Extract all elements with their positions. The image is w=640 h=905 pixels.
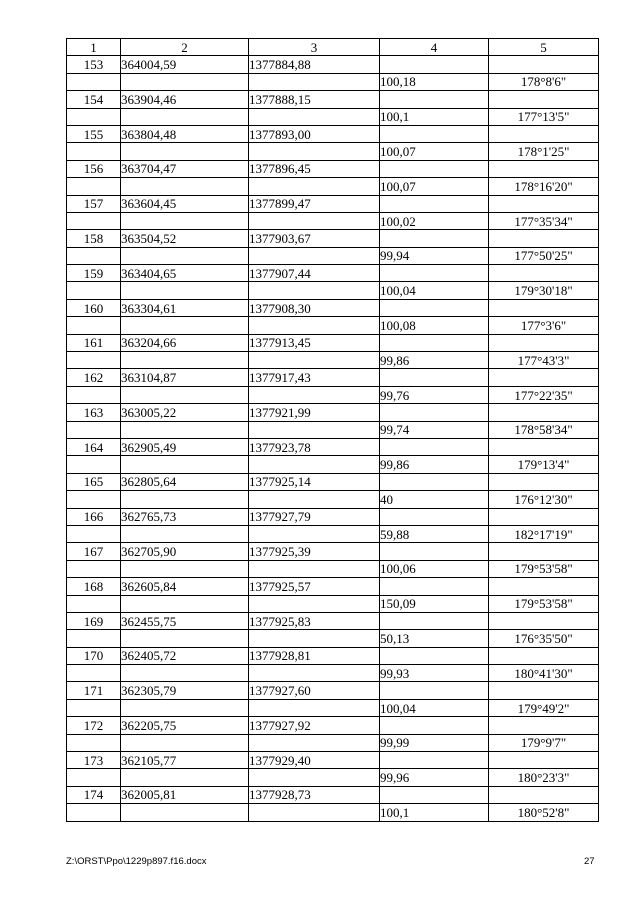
empty-cell bbox=[249, 665, 380, 682]
empty-cell bbox=[380, 299, 489, 316]
empty-cell bbox=[121, 456, 249, 473]
empty-cell bbox=[380, 125, 489, 142]
empty-cell bbox=[489, 125, 599, 142]
segment-row bbox=[67, 595, 599, 612]
x-coordinate: 364004,59 bbox=[121, 56, 249, 73]
turn-angle: 178°16'20" bbox=[489, 178, 599, 195]
segment-length: 100,1 bbox=[380, 804, 489, 821]
y-coordinate: 1377928,73 bbox=[249, 786, 380, 803]
header-cell-1: 1 bbox=[67, 39, 121, 56]
point-row bbox=[67, 786, 599, 803]
segment-length: 99,86 bbox=[380, 456, 489, 473]
point-row bbox=[67, 230, 599, 247]
turn-angle: 179°53'58" bbox=[489, 595, 599, 612]
point-row bbox=[67, 91, 599, 108]
point-row bbox=[67, 299, 599, 316]
empty-cell bbox=[249, 421, 380, 438]
turn-angle: 178°1'25" bbox=[489, 143, 599, 160]
empty-cell bbox=[249, 804, 380, 821]
footer-page-number: 27 bbox=[584, 856, 595, 867]
x-coordinate: 362805,64 bbox=[121, 473, 249, 490]
empty-cell bbox=[380, 334, 489, 351]
empty-cell bbox=[121, 804, 249, 821]
coordinates-table bbox=[66, 38, 599, 822]
point-number: 158 bbox=[67, 230, 121, 247]
empty-cell bbox=[249, 108, 380, 125]
point-number: 171 bbox=[67, 682, 121, 699]
empty-cell bbox=[121, 525, 249, 542]
point-row bbox=[67, 369, 599, 386]
empty-cell bbox=[380, 647, 489, 664]
x-coordinate: 363604,45 bbox=[121, 195, 249, 212]
segment-row bbox=[67, 352, 599, 369]
empty-cell bbox=[67, 699, 121, 716]
segment-row bbox=[67, 560, 599, 577]
point-row bbox=[67, 543, 599, 560]
segment-row bbox=[67, 630, 599, 647]
point-row bbox=[67, 717, 599, 734]
y-coordinate: 1377928,81 bbox=[249, 647, 380, 664]
y-coordinate: 1377925,14 bbox=[249, 473, 380, 490]
empty-cell bbox=[121, 212, 249, 229]
segment-row bbox=[67, 804, 599, 821]
x-coordinate: 362205,75 bbox=[121, 717, 249, 734]
empty-cell bbox=[121, 630, 249, 647]
x-coordinate: 363204,66 bbox=[121, 334, 249, 351]
turn-angle: 177°35'34" bbox=[489, 212, 599, 229]
point-number: 167 bbox=[67, 543, 121, 560]
empty-cell bbox=[121, 560, 249, 577]
empty-cell bbox=[489, 369, 599, 386]
empty-cell bbox=[67, 491, 121, 508]
y-coordinate: 1377888,15 bbox=[249, 91, 380, 108]
empty-cell bbox=[121, 247, 249, 264]
y-coordinate: 1377917,43 bbox=[249, 369, 380, 386]
empty-cell bbox=[489, 578, 599, 595]
point-number: 160 bbox=[67, 299, 121, 316]
empty-cell bbox=[489, 543, 599, 560]
empty-cell bbox=[489, 473, 599, 490]
empty-cell bbox=[121, 317, 249, 334]
segment-length: 59,88 bbox=[380, 525, 489, 542]
empty-cell bbox=[121, 734, 249, 751]
x-coordinate: 362305,79 bbox=[121, 682, 249, 699]
y-coordinate: 1377921,99 bbox=[249, 404, 380, 421]
empty-cell bbox=[67, 282, 121, 299]
y-coordinate: 1377925,57 bbox=[249, 578, 380, 595]
x-coordinate: 363304,61 bbox=[121, 299, 249, 316]
y-coordinate: 1377893,00 bbox=[249, 125, 380, 142]
segment-row bbox=[67, 421, 599, 438]
point-number: 166 bbox=[67, 508, 121, 525]
empty-cell bbox=[489, 91, 599, 108]
empty-cell bbox=[249, 317, 380, 334]
segment-length: 100,07 bbox=[380, 178, 489, 195]
empty-cell bbox=[67, 630, 121, 647]
turn-angle: 179°30'18" bbox=[489, 282, 599, 299]
empty-cell bbox=[121, 386, 249, 403]
empty-cell bbox=[380, 160, 489, 177]
header-cell-5: 5 bbox=[489, 39, 599, 56]
turn-angle: 176°12'30" bbox=[489, 491, 599, 508]
point-number: 164 bbox=[67, 438, 121, 455]
y-coordinate: 1377923,78 bbox=[249, 438, 380, 455]
segment-row bbox=[67, 525, 599, 542]
empty-cell bbox=[67, 317, 121, 334]
y-coordinate: 1377896,45 bbox=[249, 160, 380, 177]
empty-cell bbox=[380, 612, 489, 629]
empty-cell bbox=[67, 421, 121, 438]
y-coordinate: 1377925,83 bbox=[249, 612, 380, 629]
empty-cell bbox=[249, 386, 380, 403]
turn-angle: 179°9'7" bbox=[489, 734, 599, 751]
point-row bbox=[67, 473, 599, 490]
empty-cell bbox=[489, 265, 599, 282]
turn-angle: 180°52'8" bbox=[489, 804, 599, 821]
empty-cell bbox=[121, 108, 249, 125]
empty-cell bbox=[489, 717, 599, 734]
empty-cell bbox=[489, 334, 599, 351]
empty-cell bbox=[67, 595, 121, 612]
turn-angle: 179°53'58" bbox=[489, 560, 599, 577]
header-row bbox=[67, 39, 599, 56]
empty-cell bbox=[67, 456, 121, 473]
point-row bbox=[67, 195, 599, 212]
empty-cell bbox=[380, 786, 489, 803]
x-coordinate: 363104,87 bbox=[121, 369, 249, 386]
empty-cell bbox=[489, 299, 599, 316]
empty-cell bbox=[380, 508, 489, 525]
empty-cell bbox=[380, 717, 489, 734]
empty-cell bbox=[380, 543, 489, 560]
point-number: 173 bbox=[67, 752, 121, 769]
segment-row bbox=[67, 73, 599, 90]
empty-cell bbox=[67, 665, 121, 682]
empty-cell bbox=[67, 212, 121, 229]
header-cell-3: 3 bbox=[249, 39, 380, 56]
segment-length: 100,18 bbox=[380, 73, 489, 90]
empty-cell bbox=[249, 456, 380, 473]
segment-row bbox=[67, 178, 599, 195]
empty-cell bbox=[67, 525, 121, 542]
empty-cell bbox=[380, 91, 489, 108]
point-number: 172 bbox=[67, 717, 121, 734]
empty-cell bbox=[249, 282, 380, 299]
point-number: 169 bbox=[67, 612, 121, 629]
segment-row bbox=[67, 247, 599, 264]
segment-row bbox=[67, 734, 599, 751]
x-coordinate: 363005,22 bbox=[121, 404, 249, 421]
empty-cell bbox=[489, 195, 599, 212]
empty-cell bbox=[249, 352, 380, 369]
empty-cell bbox=[489, 647, 599, 664]
empty-cell bbox=[489, 682, 599, 699]
empty-cell bbox=[121, 73, 249, 90]
segment-row bbox=[67, 699, 599, 716]
empty-cell bbox=[489, 786, 599, 803]
turn-angle: 177°43'3" bbox=[489, 352, 599, 369]
x-coordinate: 362405,72 bbox=[121, 647, 249, 664]
empty-cell bbox=[121, 143, 249, 160]
point-row bbox=[67, 578, 599, 595]
point-row bbox=[67, 265, 599, 282]
turn-angle: 177°50'25" bbox=[489, 247, 599, 264]
empty-cell bbox=[249, 560, 380, 577]
empty-cell bbox=[249, 595, 380, 612]
y-coordinate: 1377884,88 bbox=[249, 56, 380, 73]
empty-cell bbox=[249, 630, 380, 647]
turn-angle: 182°17'19" bbox=[489, 525, 599, 542]
empty-cell bbox=[249, 525, 380, 542]
segment-length: 100,08 bbox=[380, 317, 489, 334]
footer-file-path: Z:\ORST\Ppo\1229p897.f16.docx bbox=[66, 856, 207, 867]
point-row bbox=[67, 682, 599, 699]
point-number: 168 bbox=[67, 578, 121, 595]
empty-cell bbox=[489, 230, 599, 247]
x-coordinate: 362705,90 bbox=[121, 543, 249, 560]
empty-cell bbox=[121, 421, 249, 438]
empty-cell bbox=[249, 769, 380, 786]
segment-length: 99,99 bbox=[380, 734, 489, 751]
empty-cell bbox=[380, 195, 489, 212]
empty-cell bbox=[67, 769, 121, 786]
empty-cell bbox=[380, 230, 489, 247]
empty-cell bbox=[489, 752, 599, 769]
empty-cell bbox=[67, 247, 121, 264]
turn-angle: 178°58'34" bbox=[489, 421, 599, 438]
empty-cell bbox=[67, 560, 121, 577]
empty-cell bbox=[380, 578, 489, 595]
empty-cell bbox=[249, 734, 380, 751]
point-number: 157 bbox=[67, 195, 121, 212]
point-row bbox=[67, 334, 599, 351]
empty-cell bbox=[249, 247, 380, 264]
segment-length: 100,04 bbox=[380, 282, 489, 299]
segment-row bbox=[67, 108, 599, 125]
empty-cell bbox=[380, 682, 489, 699]
point-number: 162 bbox=[67, 369, 121, 386]
empty-cell bbox=[380, 265, 489, 282]
turn-angle: 179°13'4" bbox=[489, 456, 599, 473]
x-coordinate: 362605,84 bbox=[121, 578, 249, 595]
point-number: 153 bbox=[67, 56, 121, 73]
segment-length: 40 bbox=[380, 491, 489, 508]
turn-angle: 177°22'35" bbox=[489, 386, 599, 403]
segment-row bbox=[67, 769, 599, 786]
empty-cell bbox=[489, 160, 599, 177]
empty-cell bbox=[121, 178, 249, 195]
x-coordinate: 362905,49 bbox=[121, 438, 249, 455]
point-number: 156 bbox=[67, 160, 121, 177]
y-coordinate: 1377907,44 bbox=[249, 265, 380, 282]
point-row bbox=[67, 160, 599, 177]
empty-cell bbox=[380, 752, 489, 769]
x-coordinate: 362105,77 bbox=[121, 752, 249, 769]
point-number: 159 bbox=[67, 265, 121, 282]
empty-cell bbox=[380, 369, 489, 386]
empty-cell bbox=[67, 804, 121, 821]
empty-cell bbox=[121, 699, 249, 716]
y-coordinate: 1377929,40 bbox=[249, 752, 380, 769]
segment-length: 50,13 bbox=[380, 630, 489, 647]
segment-row bbox=[67, 212, 599, 229]
turn-angle: 180°41'30" bbox=[489, 665, 599, 682]
empty-cell bbox=[489, 56, 599, 73]
empty-cell bbox=[249, 491, 380, 508]
segment-row bbox=[67, 456, 599, 473]
y-coordinate: 1377927,60 bbox=[249, 682, 380, 699]
point-number: 170 bbox=[67, 647, 121, 664]
empty-cell bbox=[249, 212, 380, 229]
empty-cell bbox=[121, 595, 249, 612]
segment-row bbox=[67, 317, 599, 334]
point-number: 155 bbox=[67, 125, 121, 142]
empty-cell bbox=[249, 143, 380, 160]
y-coordinate: 1377899,47 bbox=[249, 195, 380, 212]
empty-cell bbox=[489, 612, 599, 629]
empty-cell bbox=[380, 438, 489, 455]
y-coordinate: 1377903,67 bbox=[249, 230, 380, 247]
empty-cell bbox=[67, 143, 121, 160]
segment-row bbox=[67, 143, 599, 160]
turn-angle: 176°35'50" bbox=[489, 630, 599, 647]
empty-cell bbox=[67, 734, 121, 751]
empty-cell bbox=[489, 404, 599, 421]
empty-cell bbox=[67, 108, 121, 125]
empty-cell bbox=[249, 699, 380, 716]
segment-row bbox=[67, 491, 599, 508]
empty-cell bbox=[380, 473, 489, 490]
empty-cell bbox=[121, 352, 249, 369]
turn-angle: 177°3'6" bbox=[489, 317, 599, 334]
header-cell-2: 2 bbox=[121, 39, 249, 56]
y-coordinate: 1377927,92 bbox=[249, 717, 380, 734]
empty-cell bbox=[380, 56, 489, 73]
point-number: 165 bbox=[67, 473, 121, 490]
x-coordinate: 362005,81 bbox=[121, 786, 249, 803]
y-coordinate: 1377925,39 bbox=[249, 543, 380, 560]
point-row bbox=[67, 508, 599, 525]
point-number: 161 bbox=[67, 334, 121, 351]
point-number: 174 bbox=[67, 786, 121, 803]
y-coordinate: 1377913,45 bbox=[249, 334, 380, 351]
point-number: 163 bbox=[67, 404, 121, 421]
segment-length: 99,94 bbox=[380, 247, 489, 264]
segment-length: 99,93 bbox=[380, 665, 489, 682]
segment-length: 99,96 bbox=[380, 769, 489, 786]
point-row bbox=[67, 56, 599, 73]
point-row bbox=[67, 125, 599, 142]
segment-length: 100,02 bbox=[380, 212, 489, 229]
x-coordinate: 363904,46 bbox=[121, 91, 249, 108]
x-coordinate: 363804,48 bbox=[121, 125, 249, 142]
x-coordinate: 362765,73 bbox=[121, 508, 249, 525]
empty-cell bbox=[67, 73, 121, 90]
segment-row bbox=[67, 386, 599, 403]
empty-cell bbox=[121, 491, 249, 508]
empty-cell bbox=[249, 178, 380, 195]
empty-cell bbox=[489, 508, 599, 525]
turn-angle: 178°8'6" bbox=[489, 73, 599, 90]
turn-angle: 180°23'3" bbox=[489, 769, 599, 786]
empty-cell bbox=[121, 665, 249, 682]
empty-cell bbox=[489, 438, 599, 455]
segment-length: 100,04 bbox=[380, 699, 489, 716]
header-cell-4: 4 bbox=[380, 39, 489, 56]
point-row bbox=[67, 438, 599, 455]
segment-length: 99,74 bbox=[380, 421, 489, 438]
y-coordinate: 1377908,30 bbox=[249, 299, 380, 316]
segment-length: 100,07 bbox=[380, 143, 489, 160]
table-body bbox=[67, 56, 599, 821]
empty-cell bbox=[121, 282, 249, 299]
point-row bbox=[67, 647, 599, 664]
segment-row bbox=[67, 282, 599, 299]
empty-cell bbox=[67, 352, 121, 369]
x-coordinate: 363404,65 bbox=[121, 265, 249, 282]
empty-cell bbox=[67, 386, 121, 403]
segment-length: 100,1 bbox=[380, 108, 489, 125]
turn-angle: 177°13'5" bbox=[489, 108, 599, 125]
y-coordinate: 1377927,79 bbox=[249, 508, 380, 525]
point-row bbox=[67, 752, 599, 769]
segment-length: 99,86 bbox=[380, 352, 489, 369]
turn-angle: 179°49'2" bbox=[489, 699, 599, 716]
empty-cell bbox=[380, 404, 489, 421]
point-row bbox=[67, 404, 599, 421]
empty-cell bbox=[121, 769, 249, 786]
empty-cell bbox=[249, 73, 380, 90]
segment-length: 150,09 bbox=[380, 595, 489, 612]
point-number: 154 bbox=[67, 91, 121, 108]
x-coordinate: 363704,47 bbox=[121, 160, 249, 177]
x-coordinate: 362455,75 bbox=[121, 612, 249, 629]
segment-row bbox=[67, 665, 599, 682]
x-coordinate: 363504,52 bbox=[121, 230, 249, 247]
segment-length: 100,06 bbox=[380, 560, 489, 577]
empty-cell bbox=[67, 178, 121, 195]
segment-length: 99,76 bbox=[380, 386, 489, 403]
point-row bbox=[67, 612, 599, 629]
